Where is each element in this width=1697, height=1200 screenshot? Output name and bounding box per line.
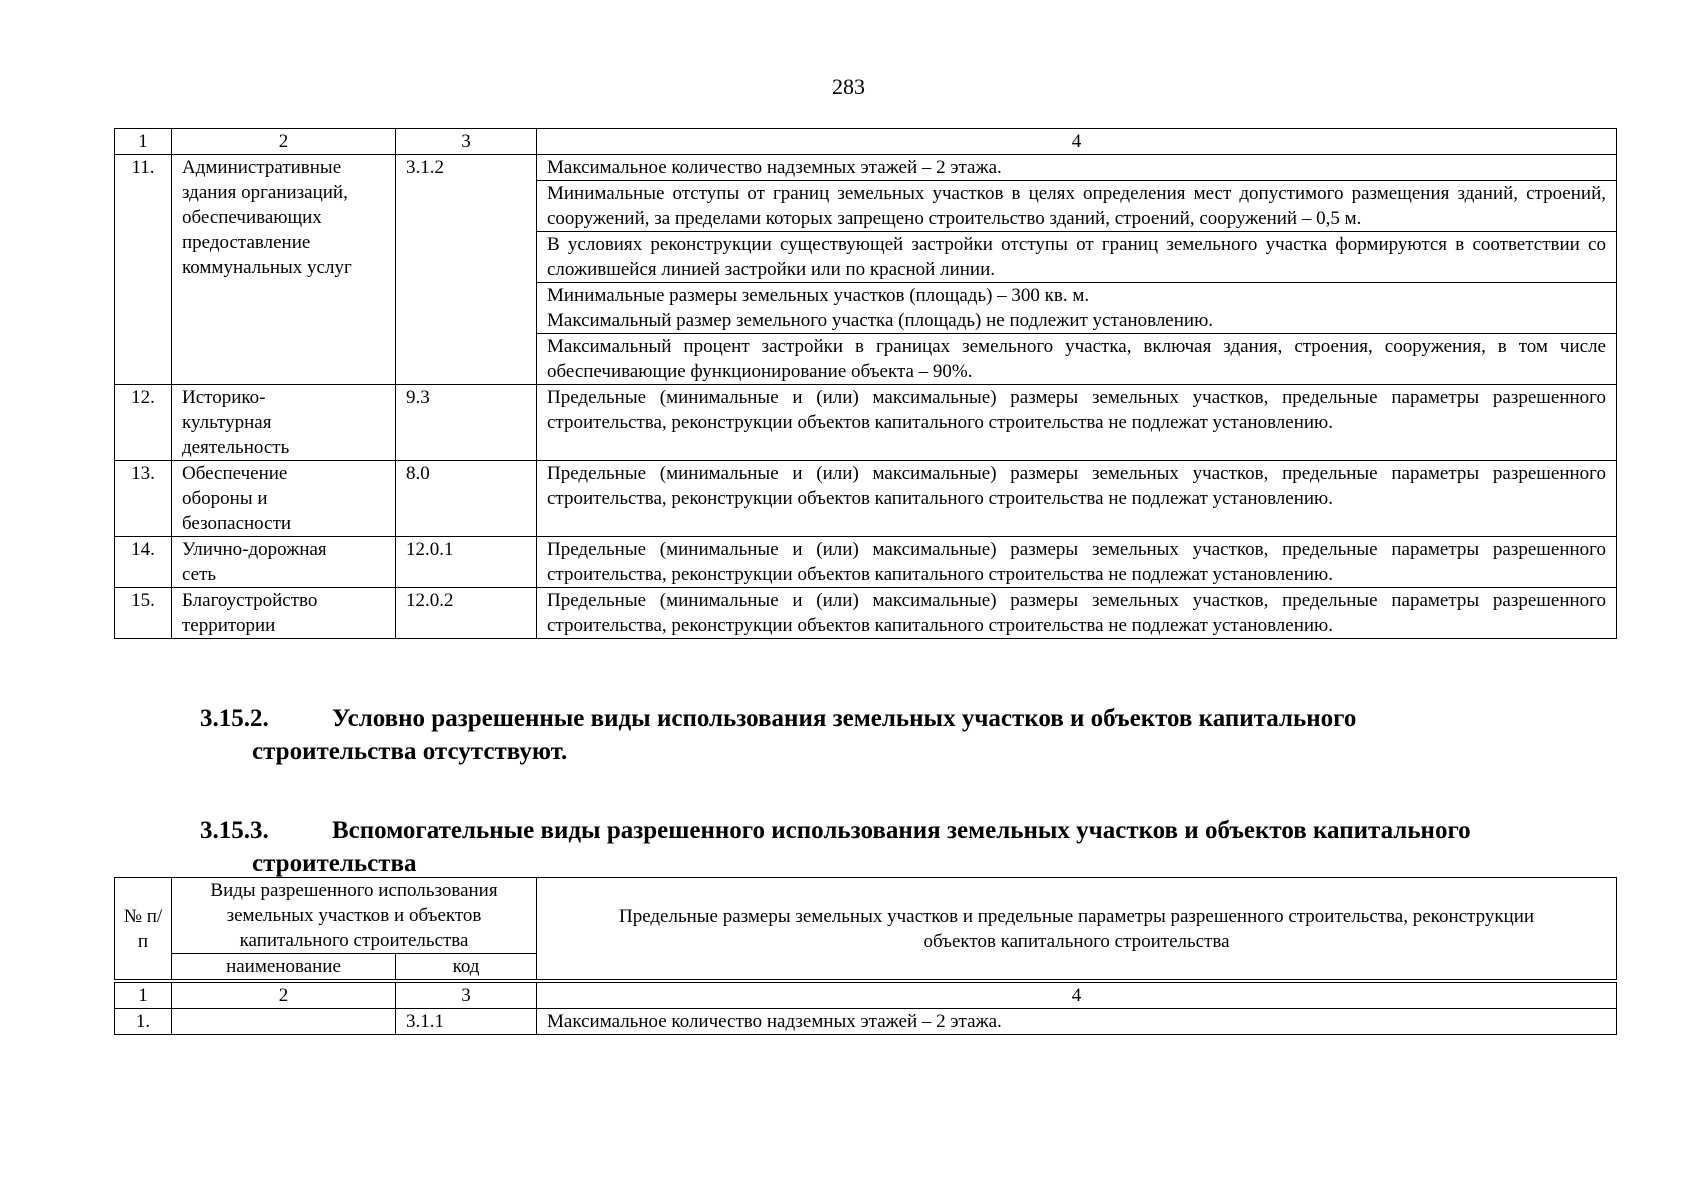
parameter-text: Максимальный процент застройки в границах земельного участка, включая здания, строения, сооружения, в том числе обеспечивающие функционирование объекта – 90%.	[537, 334, 1617, 385]
section-title: Условно разрешенные виды использования земельных участков и объектов капитального	[332, 705, 1357, 732]
use-type-name	[172, 1009, 396, 1035]
row-number: 15.	[115, 588, 172, 639]
section-title-continued: строительства	[252, 850, 417, 877]
header-code: код	[396, 954, 537, 982]
use-type-name: Обеспечение обороны и безопасности	[172, 461, 396, 537]
use-type-code: 9.3	[396, 385, 537, 461]
use-type-code: 3.1.2	[396, 155, 537, 385]
parameter-text: Предельные (минимальные и (или) максимальные) размеры земельных участков, предельные параметры разрешенного строительства, реконструкции объектов капитального строительства не подлежат установлению.	[537, 385, 1617, 461]
parameter-text: Максимальный размер земельного участка (площадь) не подлежит установлению.	[547, 310, 1214, 331]
use-type-name: Улично-дорожная сеть	[172, 537, 396, 588]
header-row	[115, 878, 1617, 954]
column-numbers-row	[115, 981, 1617, 1009]
header-types: Виды разрешенного использования земельных участков и объектов капитального строительства	[172, 878, 537, 954]
use-type-name: Историко-культурная деятельность	[172, 385, 396, 461]
table-row	[115, 1009, 1617, 1035]
table-row	[115, 588, 1617, 639]
table-row	[115, 155, 1617, 181]
use-type-name: Благоустройство территории	[172, 588, 396, 639]
section-title: Вспомогательные виды разрешенного использования земельных участков и объектов капитального	[332, 817, 1471, 844]
use-type-code: 3.1.1	[396, 1009, 537, 1035]
col-number: 1	[115, 981, 172, 1009]
page-number: 283	[832, 74, 865, 99]
section-number: 3.15.3.	[200, 817, 269, 844]
section-title-continued: строительства отсутствуют.	[252, 738, 568, 765]
land-use-table-main	[114, 128, 1617, 639]
use-type-code: 12.0.2	[396, 588, 537, 639]
parameter-text: В условиях реконструкции существующей застройки отступы от границ земельного участка формируются в соответствии со сложившейся линией застройки или по красной линии.	[537, 232, 1617, 283]
col-number: 2	[172, 129, 396, 155]
use-type-code: 12.0.1	[396, 537, 537, 588]
col-number: 2	[172, 981, 396, 1009]
column-numbers-row	[115, 129, 1617, 155]
parameter-text: Минимальные размеры земельных участков (площадь) – 300 кв. м.	[547, 285, 1090, 306]
row-number: 11.	[115, 155, 172, 385]
col-number: 1	[115, 129, 172, 155]
parameter-text: Максимальное количество надземных этажей – 2 этажа.	[537, 155, 1617, 181]
section-heading-3-15-2	[200, 702, 1616, 768]
parameter-text: Максимальное количество надземных этажей – 2 этажа.	[537, 1009, 1617, 1035]
row-number: 14.	[115, 537, 172, 588]
col-number: 3	[396, 129, 537, 155]
parameter-text: Предельные (минимальные и (или) максимальные) размеры земельных участков, предельные параметры разрешенного строительства, реконструкции объектов капитального строительства не подлежат установлению.	[537, 537, 1617, 588]
row-number: 13.	[115, 461, 172, 537]
table-row	[115, 537, 1617, 588]
header-limits: Предельные размеры земельных участков и предельные параметры разрешенного строительства, реконструкции объектов капитального строительства	[537, 878, 1617, 982]
use-type-code: 8.0	[396, 461, 537, 537]
header-num: № п/п	[115, 878, 172, 982]
table-row	[115, 461, 1617, 537]
header-name: наименование	[172, 954, 396, 982]
parameter-text: Минимальные отступы от границ земельных участков в целях определения мест допустимого размещения зданий, строений, сооружений, за пределами которых запрещено строительство зданий, строений, сооружений – 0,5 м.	[537, 181, 1617, 232]
section-heading-3-15-3	[200, 814, 1616, 880]
parameter-text: Предельные (минимальные и (или) максимальные) размеры земельных участков, предельные параметры разрешенного строительства, реконструкции объектов капитального строительства не подлежат установлению.	[537, 461, 1617, 537]
parameter-text: Предельные (минимальные и (или) максимальные) размеры земельных участков, предельные параметры разрешенного строительства, реконструкции объектов капитального строительства не подлежат установлению.	[537, 588, 1617, 639]
section-number: 3.15.2.	[200, 705, 269, 732]
col-number: 4	[537, 129, 1617, 155]
table-row	[115, 385, 1617, 461]
col-number: 4	[537, 981, 1617, 1009]
row-number: 12.	[115, 385, 172, 461]
use-type-name: Административные здания организаций, обеспечивающих предоставление коммунальных услуг	[172, 155, 396, 385]
land-use-table-auxiliary	[114, 877, 1617, 1035]
row-number: 1.	[115, 1009, 172, 1035]
parameter-cell	[537, 283, 1617, 334]
col-number: 3	[396, 981, 537, 1009]
